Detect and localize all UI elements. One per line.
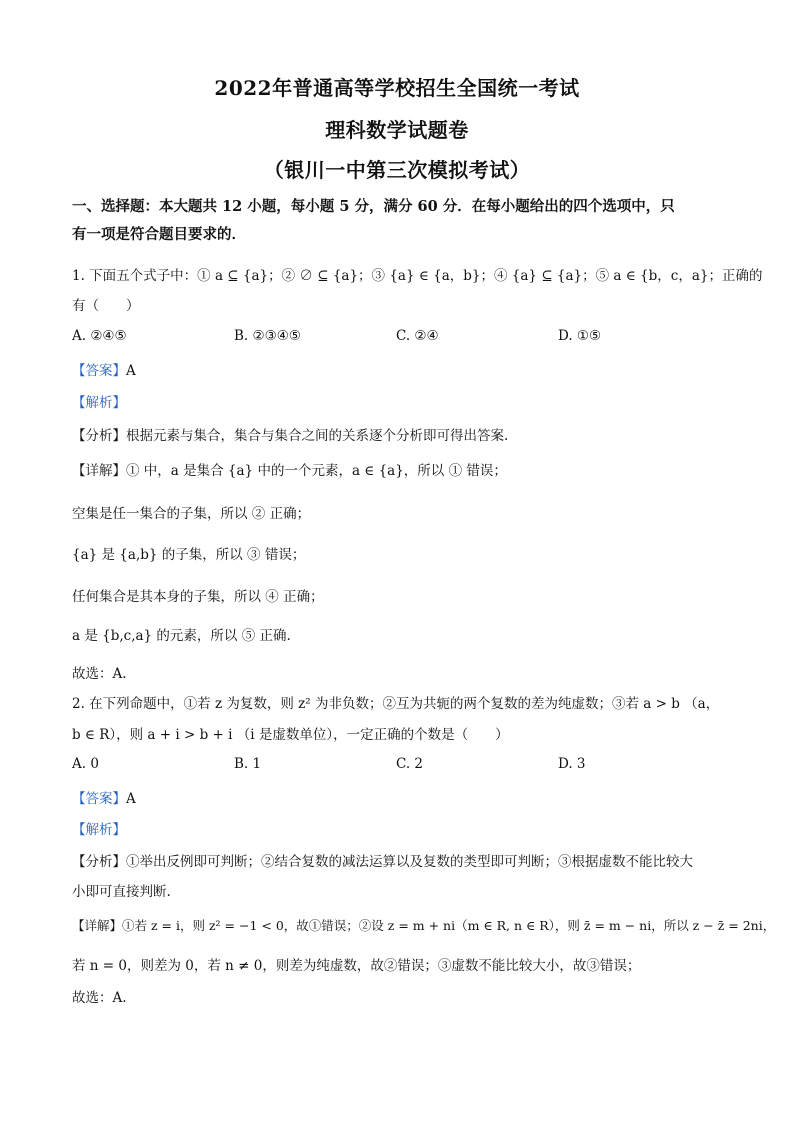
q2-analysis-row bbox=[72, 818, 722, 838]
q2-detail-row bbox=[72, 916, 776, 934]
q2-detail1: ①若 z = i，则 z² = −1 < 0，故①错误；②设 z = m + ni（m ∈ R, n ∈ R），则 z̄ = m − ni，所以 z − z̄ = 2ni， bbox=[122, 918, 776, 933]
q2-answer-tag: 【答案】 bbox=[72, 791, 126, 807]
q2-fenxi2: 小即可直接判断. bbox=[72, 884, 171, 900]
q2-option-d: D. 3 bbox=[558, 756, 586, 772]
q2-analysis-tag: 【解析】 bbox=[72, 822, 126, 838]
q1-analysis-tag: 【解析】 bbox=[72, 395, 126, 411]
q2-stem-line1: 2. 在下列命题中，①若 z 为复数，则 z² 为非负数；②互为共轭的两个复数的差为纯虚数；③若 a > b （a， bbox=[72, 696, 720, 712]
section-heading-line2: 有一项是符合题目要求的． bbox=[72, 226, 246, 243]
exam-school: （银川一中第三次模拟考试） bbox=[263, 158, 531, 182]
q2-fenxi1: ①举出反例即可判断；②结合复数的减法运算以及复数的类型即可判断；③根据虚数不能比较大 bbox=[126, 854, 693, 870]
q2-stem-line2: b ∈ R），则 a + i > b + i （i 是虚数单位），一定正确的个数是（ ） bbox=[72, 727, 509, 743]
q2-fenxi-tag: 【分析】 bbox=[72, 854, 126, 870]
q2-answer: A bbox=[126, 791, 136, 807]
q1-detail2: 空集是任一集合的子集，所以 ② 正确； bbox=[72, 506, 311, 522]
q1-answer-row bbox=[72, 359, 722, 379]
q1-detail-row bbox=[72, 459, 722, 479]
q2-option-a: A. 0 bbox=[72, 756, 99, 772]
q1-fenxi-row bbox=[72, 424, 722, 444]
q1-answer-tag: 【答案】 bbox=[72, 363, 126, 379]
q2-answer-row bbox=[72, 787, 722, 807]
q1-detail4: 任何集合是其本身的子集，所以 ④ 正确； bbox=[72, 589, 324, 605]
q1-fenxi: 根据元素与集合，集合与集合之间的关系逐个分析即可得出答案. bbox=[126, 428, 509, 444]
q2-fenxi-row bbox=[72, 850, 722, 870]
q1-option-a: A. ②④⑤ bbox=[72, 328, 127, 344]
exam-title: 2022年普通高等学校招生全国统一考试 bbox=[214, 76, 580, 100]
q2-detail2: 若 n = 0，则差为 0，若 n ≠ 0，则差为纯虚数，故②错误；③虚数不能比较大小，故③错误； bbox=[72, 958, 641, 974]
q1-detail-tag: 【详解】 bbox=[72, 463, 126, 479]
q2-detail-tag: 【详解】 bbox=[72, 918, 123, 933]
q1-option-c: C. ②④ bbox=[396, 328, 439, 344]
section-heading-line1: 一、选择题：本大题共 12 小题，每小题 5 分，满分 60 分．在每小题给出的四个选项中，只 bbox=[72, 198, 675, 215]
q2-option-c: C. 2 bbox=[396, 756, 424, 772]
q1-detail3: {a} 是 {a,b} 的子集，所以 ③ 错误； bbox=[72, 547, 306, 563]
q1-analysis-row bbox=[72, 391, 722, 411]
q1-fenxi-tag: 【分析】 bbox=[72, 428, 126, 444]
q2-choose: 故选：A. bbox=[72, 990, 127, 1006]
q1-stem-line2: 有（ ） bbox=[72, 298, 140, 314]
q1-option-b: B. ②③④⑤ bbox=[234, 328, 301, 344]
q1-stem-line1: 1. 下面五个式子中：① a ⊆ {a}；② ∅ ⊆ {a}；③ {a} ∈ {a，b}；④ {a} ⊆ {a}；⑤ a ∈ {b，c，a}；正确的 bbox=[72, 268, 763, 284]
q1-detail1: ① 中，a 是集合 {a} 中的一个元素，a ∈ {a}，所以 ① 错误； bbox=[126, 463, 507, 479]
q1-option-d: D. ①⑤ bbox=[558, 328, 602, 344]
exam-subtitle: 理科数学试题卷 bbox=[325, 118, 469, 142]
q1-choose: 故选：A. bbox=[72, 666, 127, 682]
q1-answer: A bbox=[126, 363, 136, 379]
q2-option-b: B. 1 bbox=[234, 756, 262, 772]
q1-detail5: a 是 {b,c,a} 的元素，所以 ⑤ 正确. bbox=[72, 628, 291, 644]
